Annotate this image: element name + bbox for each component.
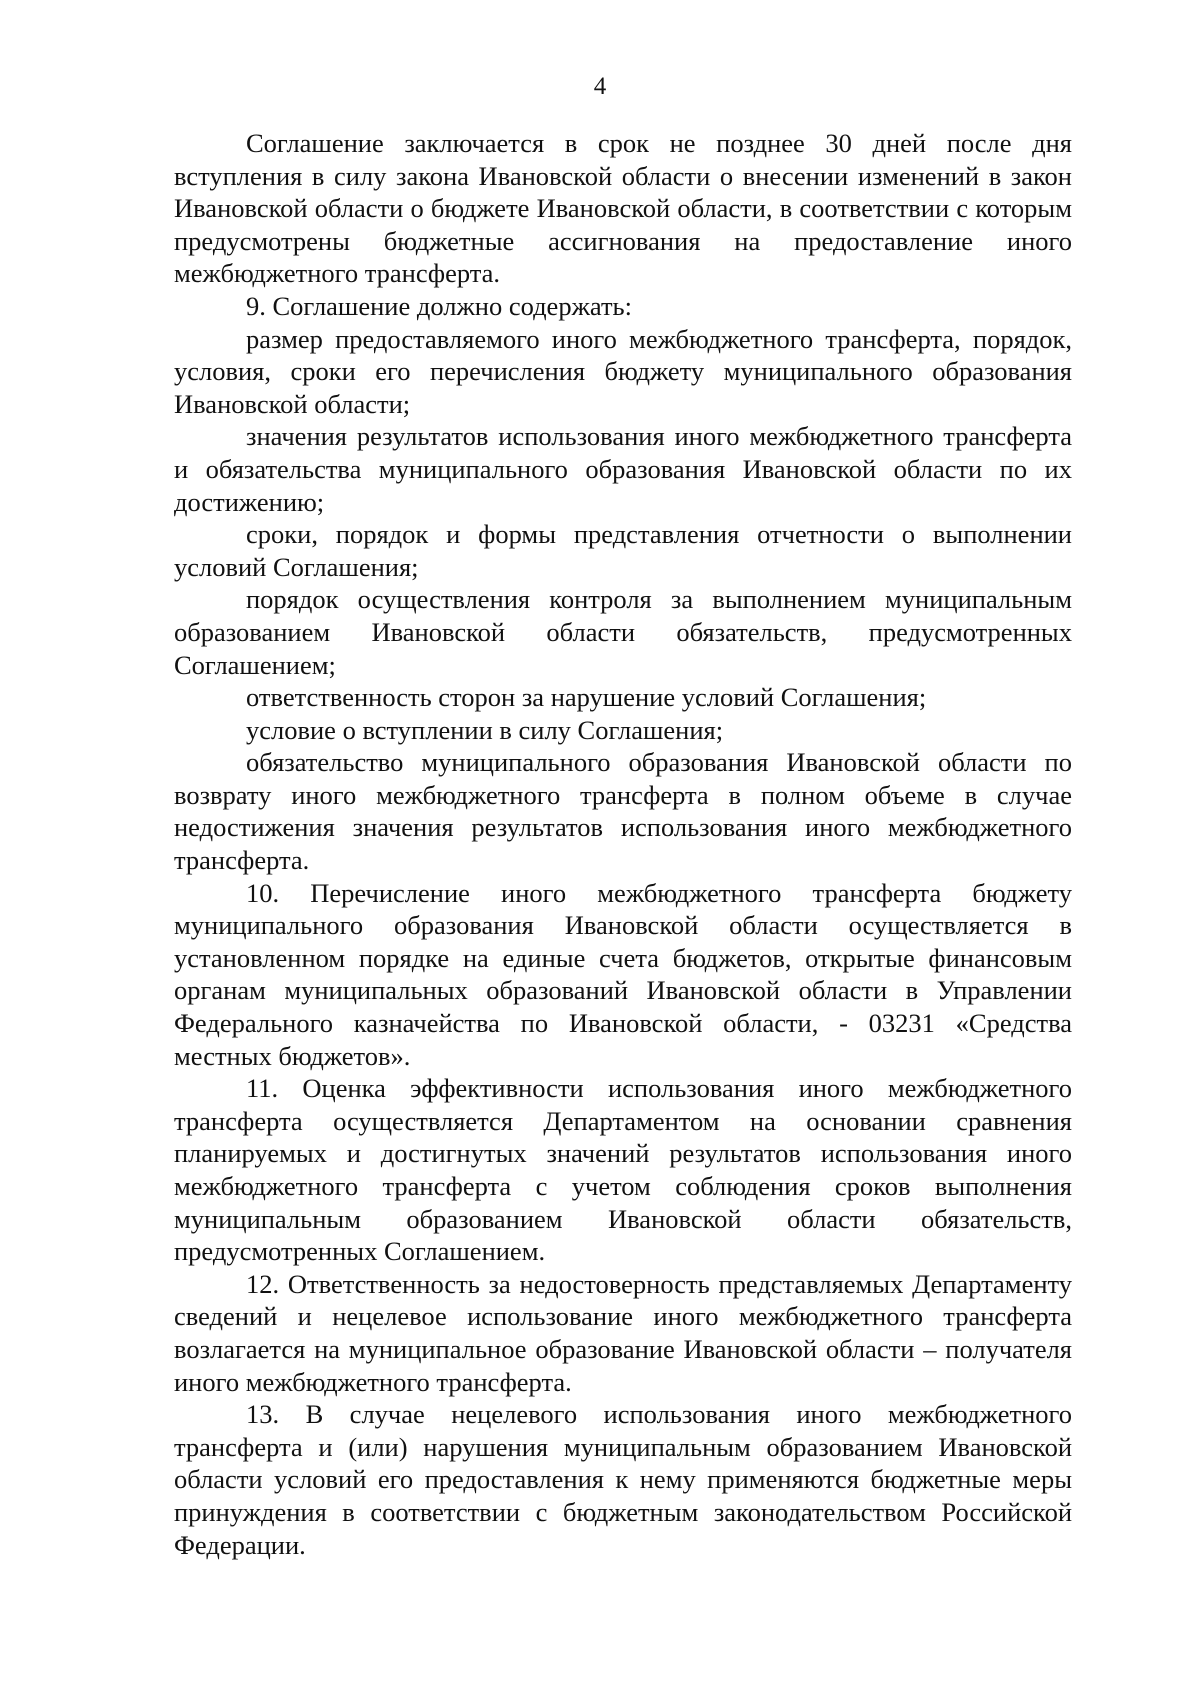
page-number: 4	[593, 73, 607, 100]
paragraph-item-9: 9. Соглашение должно содержать:	[246, 290, 632, 321]
paragraph-return-obligation: обязательство муниципального образования Ивановской области по возврату иного межбюджетного трансферта в полном объеме в случае недостижения значения результатов использования иного межбюджетного трансферта.	[174, 747, 1072, 876]
paragraph-item-13: 13. В случае нецелевого использования иного межбюджетного трансферта и (или) нарушения муниципальным образованием Ивановской области условий его предоставления к нему применяются бюджетные меры принуждения в соответствии с бюджетным законодательством Российской Федерации.	[174, 1399, 1072, 1560]
paragraph-item-11: 11. Оценка эффективности использования иного межбюджетного трансферта осуществляется Департаментом на основании сравнения планируемых и достигнутых значений результатов использования иного межбюджетного трансферта с учетом соблюдения сроков выполнения муниципальным образованием Ивановской области обязательств, предусмотренных Соглашением.	[174, 1073, 1072, 1267]
paragraph-reporting: сроки, порядок и формы представления отчетности о выполнении условий Соглашения;	[174, 519, 1072, 582]
paragraph-entry-into-force: условие о вступлении в силу Соглашения;	[246, 714, 724, 745]
paragraph-result-values: значения результатов использования иного межбюджетного трансферта и обязательства муниципального образования Ивановской области по их достижению;	[174, 421, 1072, 517]
paragraph-item-10: 10. Перечисление иного межбюджетного трансферта бюджету муниципального образования Ивановской области осуществляется в установленном порядке на единые счета бюджетов, открытые финансовым органам муниципальных образований Ивановской области в Управлении Федерального казначейства по Ивановской области, - 03231 «Средства местных бюджетов».	[174, 877, 1072, 1071]
paragraph-responsibility: ответственность сторон за нарушение условий Соглашения;	[246, 682, 927, 713]
paragraph-agreement-deadline: Соглашение заключается в срок не позднее 30 дней после дня вступления в силу закона Ивановской области о внесении изменений в закон Ивановской области о бюджете Ивановской области, в соответствии с которым предусмотрены бюджетные ассигнования на предоставление иного межбюджетного трансферта.	[174, 128, 1072, 289]
document-body	[174, 127, 1072, 1561]
paragraph-control: порядок осуществления контроля за выполнением муниципальным образованием Ивановской области обязательств, предусмотренных Соглашением;	[174, 584, 1072, 680]
paragraph-item-12: 12. Ответственность за недостоверность представляемых Департаменту сведений и нецелевое использование иного межбюджетного трансферта возлагается на муниципальное образование Ивановской области – получателя иного межбюджетного трансферта.	[174, 1268, 1072, 1397]
paragraph-transfer-size: размер предоставляемого иного межбюджетного трансферта, порядок, условия, сроки его перечисления бюджету муниципального образования Ивановской области;	[174, 323, 1072, 419]
